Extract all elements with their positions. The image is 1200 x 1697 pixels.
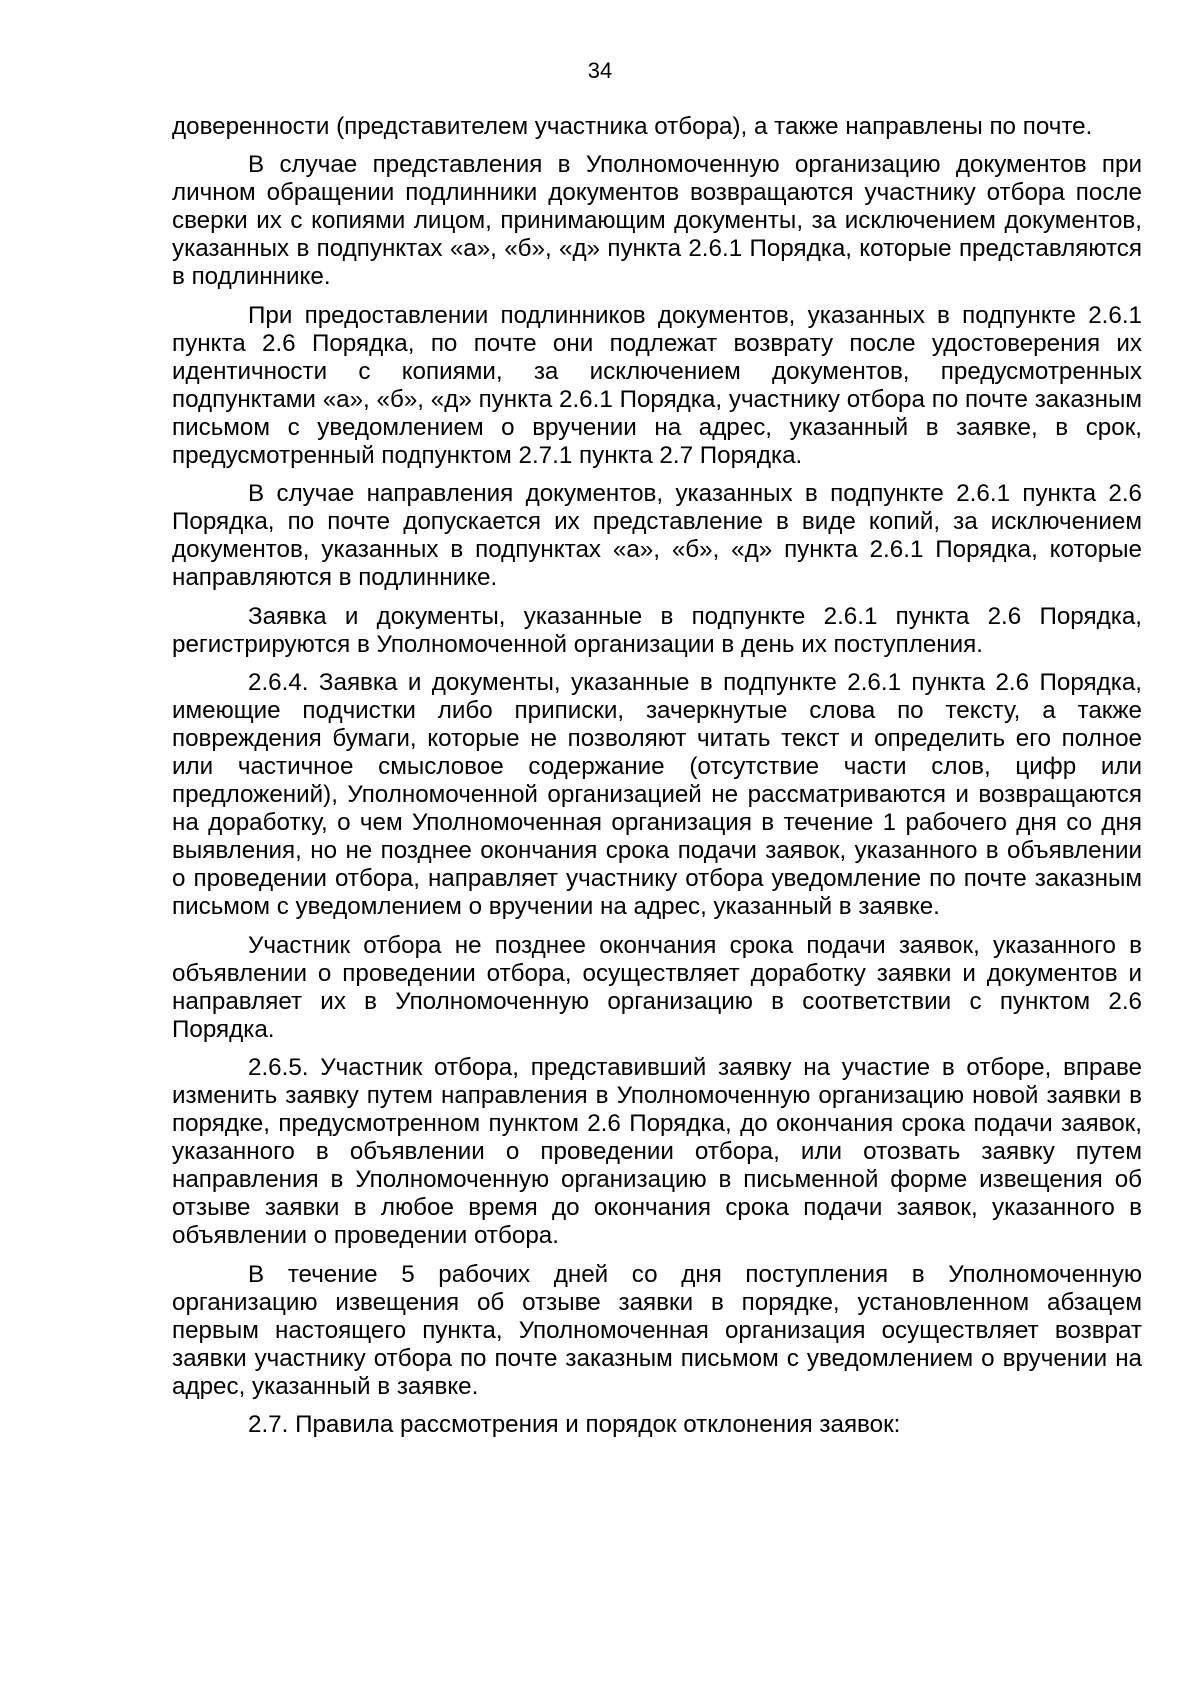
document-body xyxy=(172,113,1142,1439)
paragraph-2-7-heading: 2.7. Правила рассмотрения и порядок отклонения заявок: xyxy=(248,1411,901,1439)
paragraph-return-of-originals-by-mail: При предоставлении подлинников документов, указанных в подпункте 2.6.1 пункта 2.6 Порядка, по почте они подлежат возврату после удостоверения их идентичности с копиями, за исключением документов, предусмотренных подпунктами «а», «б», «д» пункта 2.6.1 Порядка, участнику отбора по почте заказным письмом с уведомлением о вручении на адрес, указанный в заявке, в срок, предусмотренный подпунктом 2.7.1 пункта 2.7 Порядка. xyxy=(172,301,1142,470)
paragraph-2-6-5: 2.6.5. Участник отбора, представивший заявку на участие в отборе, вправе изменить заявку путем направления в Уполномоченную организацию новой заявки в порядке, предусмотренном пунктом 2.6 Порядка, до окончания срока подачи заявок, указанного в объявлении о проведении отбора, или отозвать заявку путем направления в Уполномоченную организацию в письменной форме извещения об отзыве заявки в любое время до окончания срока подачи заявок, указанного в объявлении о проведении отбора. xyxy=(172,1053,1142,1250)
paragraph-2-6-4: 2.6.4. Заявка и документы, указанные в подпункте 2.6.1 пункта 2.6 Порядка, имеющие подчистки либо приписки, зачеркнутые слова по тексту, а также повреждения бумаги, которые не позволяют читать текст и определить его полное или частичное смысловое содержание (отсутствие части слов, цифр или предложений), Уполномоченной организацией не рассматриваются и возвращаются на доработку, о чем Уполномоченная организация в течение 1 рабочего дня со дня выявления, но не позднее окончания срока подачи заявок, указанного в объявлении о проведении отбора, направляет участнику отбора уведомление по почте заказным письмом с уведомлением о вручении на адрес, указанный в заявке. xyxy=(172,668,1142,921)
paragraph-withdrawal-return: В течение 5 рабочих дней со дня поступления в Уполномоченную организацию извещения об отзыве заявки в порядке, установленном абзацем первым настоящего пункта, Уполномоченная организация осуществляет возврат заявки участнику отбора по почте заказным письмом с уведомлением о вручении на адрес, указанный в заявке. xyxy=(172,1260,1142,1400)
page-number: 34 xyxy=(587,58,613,83)
paragraph-revision: Участник отбора не позднее окончания срока подачи заявок, указанного в объявлении о проведении отбора, осуществляет доработку заявки и документов и направляет их в Уполномоченную организацию в соответствии с пунктом 2.6 Порядка. xyxy=(172,931,1142,1043)
paragraph-return-of-originals-in-person: В случае представления в Уполномоченную организацию документов при личном обращении подлинники документов возвращаются участнику отбора после сверки их с копиями лицом, принимающим документы, за исключением документов, указанных в подпунктах «а», «б», «д» пункта 2.6.1 Порядка, которые представляются в подлиннике. xyxy=(172,151,1142,291)
paragraph-continuation: доверенности (представителем участника отбора), а также направлены по почте. xyxy=(172,113,1093,140)
paragraph-registration: Заявка и документы, указанные в подпункте 2.6.1 пункта 2.6 Порядка, регистрируются в Уполномоченной организации в день их поступления. xyxy=(172,602,1142,658)
paragraph-copies-by-mail: В случае направления документов, указанных в подпункте 2.6.1 пункта 2.6 Порядка, по почте допускается их представление в виде копий, за исключением документов, указанных в подпунктах «а», «б», «д» пункта 2.6.1 Порядка, которые направляются в подлиннике. xyxy=(172,480,1142,592)
